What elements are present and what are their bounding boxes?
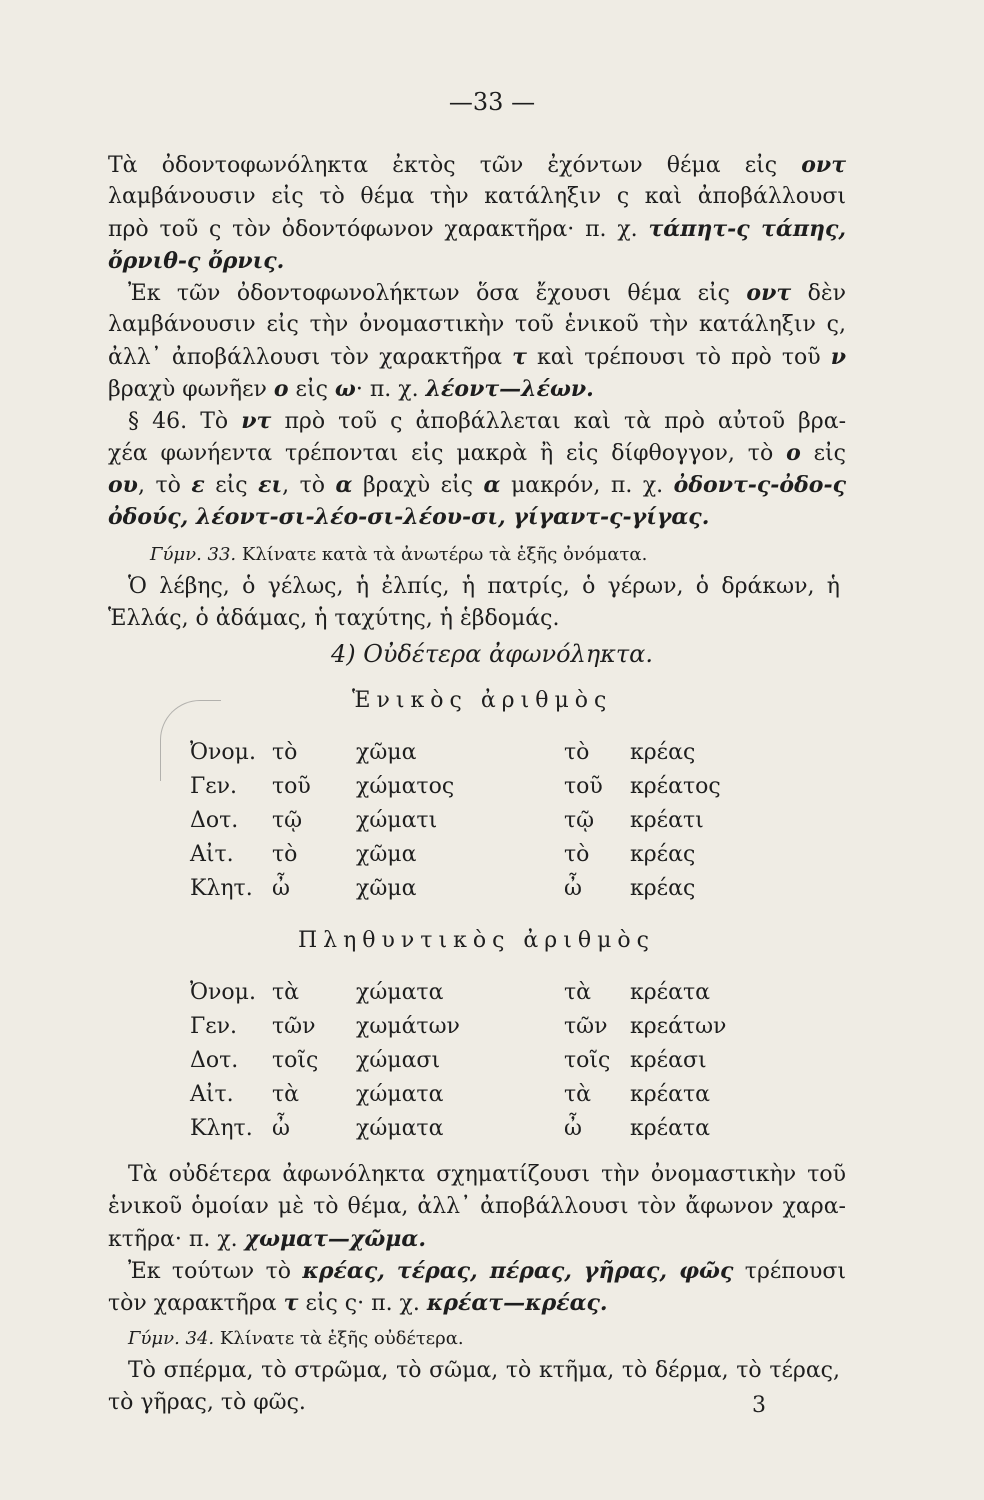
- singular-article: τὸ: [564, 740, 590, 765]
- paragraph-2-line-4: βραχὺ φωνῆεν ο εἰς ω· π. χ. λέοντ—λέων.: [108, 376, 594, 402]
- plural-case: Δοτ.: [190, 1048, 239, 1073]
- singular-noun: κρέας: [630, 876, 696, 901]
- singular-article: τὸ: [564, 842, 590, 867]
- paragraph-4-line-2: ἑνικοῦ ὁμοίαν μὲ τὸ θέμα, ἀλλ᾽ ἀποβάλλουσι τὸν ἄφωνον χαρα-: [108, 1194, 846, 1219]
- exercise-34-line-1: Τὸ σπέρμα, τὸ στρῶμα, τὸ σῶμα, τὸ κτῆμα, τὸ δέρμα, τὸ τέρας,: [128, 1358, 840, 1383]
- singular-article: τὸ: [272, 842, 298, 867]
- singular-case: Ὀνομ.: [190, 740, 256, 765]
- plural-article: τῶν: [272, 1014, 316, 1039]
- plural-noun: κρέατα: [630, 1082, 710, 1107]
- plural-article: τὰ: [564, 1082, 592, 1107]
- plural-noun: κρέατα: [630, 980, 710, 1005]
- plural-noun: χώματα: [356, 980, 444, 1005]
- plural-article: τὰ: [272, 980, 300, 1005]
- singular-heading: Ἑνικὸς ἀριθμὸς: [352, 688, 613, 713]
- section-heading: 4) Οὐδέτερα ἀφωνόληκτα.: [330, 640, 654, 668]
- exercise-33-line-2: Ἑλλάς, ὁ ἀδάμας, ἡ ταχύτης, ἡ ἑβδομάς.: [108, 606, 560, 631]
- singular-case: Αἰτ.: [190, 842, 234, 867]
- plural-noun: κρέατα: [630, 1116, 710, 1141]
- page-number: —33 —: [448, 88, 536, 116]
- plural-noun: χωμάτων: [356, 1014, 460, 1039]
- exercise-34-instruction: Γύμν. 34. Κλίνατε τὰ ἑξῆς οὐδέτερα.: [128, 1328, 464, 1349]
- plural-case: Γεν.: [190, 1014, 238, 1039]
- paragraph-1-line-1: Τὰ ὀδοντοφωνόληκτα ἐκτὸς τῶν ἐχόντων θέμα εἰς οντ: [108, 152, 846, 178]
- section-46-line-1: § 46. Τὸ ντ πρὸ τοῦ ς ἀποβάλλεται καὶ τὰ πρὸ αὐτοῦ βρα-: [128, 408, 847, 434]
- singular-article: τὸ: [272, 740, 298, 765]
- plural-article: τοῖς: [272, 1048, 319, 1073]
- paragraph-2-line-1: Ἐκ τῶν ὀδοντοφωνολήκτων ὅσα ἔχουσι θέμα εἰς οντ δὲν: [128, 280, 846, 306]
- singular-article: ὦ: [272, 876, 290, 901]
- singular-article: ὦ: [564, 876, 582, 901]
- plural-heading: Πληθυντικὸς ἀριθμὸς: [298, 928, 655, 953]
- plural-noun: κρεάτων: [630, 1014, 727, 1039]
- singular-noun: κρέατος: [630, 774, 721, 799]
- singular-case: Κλητ.: [190, 876, 253, 901]
- section-46-line-4: ὀδούς, λέοντ-σι-λέο-σι-λέου-σι, γίγαντ-ς-γίγας.: [108, 504, 710, 530]
- exercise-33-instruction: Γύμν. 33. Κλίνατε κατὰ τὰ ἀνωτέρω τὰ ἑξῆς ὀνόματα.: [150, 544, 648, 565]
- plural-noun: χώματα: [356, 1116, 444, 1141]
- singular-noun: χώματος: [356, 774, 455, 799]
- paragraph-5-line-1: Ἐκ τούτων τὸ κρέας, τέρας, πέρας, γῆρας, φῶς τρέπουσι: [128, 1258, 846, 1284]
- singular-case: Γεν.: [190, 774, 238, 799]
- singular-noun: κρέατι: [630, 808, 704, 833]
- singular-noun: χῶμα: [356, 842, 417, 867]
- plural-article: τὰ: [272, 1082, 300, 1107]
- singular-article: τῷ: [272, 808, 303, 833]
- plural-noun: χώματα: [356, 1082, 444, 1107]
- paragraph-1-line-3: πρὸ τοῦ ς τὸν ὀδοντόφωνον χαρακτῆρα· π. χ. τάπητ-ς τάπης,: [108, 216, 846, 242]
- singular-article: τῷ: [564, 808, 595, 833]
- paragraph-4-line-3: κτῆρα· π. χ. χωματ—χῶμα.: [108, 1226, 427, 1252]
- plural-case: Αἰτ.: [190, 1082, 234, 1107]
- plural-article: τοῖς: [564, 1048, 611, 1073]
- paragraph-2-line-3: ἀλλ᾽ ἀποβάλλουσι τὸν χαρακτῆρα τ καὶ τρέπουσι τὸ πρὸ τοῦ ν: [108, 344, 846, 370]
- exercise-33-line-1: Ὁ λέβης, ὁ γέλως, ἡ ἐλπίς, ἡ πατρίς, ὁ γέρων, ὁ δράκων, ἡ: [128, 574, 840, 599]
- plural-article: τῶν: [564, 1014, 608, 1039]
- plural-article: ὦ: [272, 1116, 290, 1141]
- singular-article: τοῦ: [564, 774, 603, 799]
- signature-number: 3: [752, 1393, 766, 1418]
- paragraph-2-line-2: λαμβάνουσιν εἰς τὴν ὀνομαστικὴν τοῦ ἑνικοῦ τὴν κατάληξιν ς,: [108, 312, 846, 337]
- paragraph-1-line-2: λαμβάνουσιν εἰς τὸ θέμα τὴν κατάληξιν ς καὶ ἀποβάλλουσι: [108, 184, 846, 209]
- plural-case: Κλητ.: [190, 1116, 253, 1141]
- singular-case: Δοτ.: [190, 808, 239, 833]
- section-46-line-3: ου, τὸ ε εἰς ει, τὸ α βραχὺ εἰς α μακρόν, π. χ. ὀδοντ-ς-ὀδο-ς: [108, 472, 846, 498]
- paragraph-4-line-1: Τὰ οὐδέτερα ἀφωνόληκτα σχηματίζουσι τὴν ὀνομαστικὴν τοῦ: [128, 1162, 846, 1187]
- singular-noun: χῶμα: [356, 740, 417, 765]
- singular-article: τοῦ: [272, 774, 311, 799]
- paragraph-5-line-2: τὸν χαρακτῆρα τ εἰς ς· π. χ. κρέατ—κρέας.: [108, 1290, 608, 1316]
- section-46-line-2: χέα φωνήεντα τρέπονται εἰς μακρὰ ἢ εἰς δίφθογγον, τὸ ο εἰς: [108, 440, 847, 466]
- singular-noun: κρέας: [630, 740, 696, 765]
- singular-noun: χῶμα: [356, 876, 417, 901]
- singular-noun: κρέας: [630, 842, 696, 867]
- plural-noun: κρέασι: [630, 1048, 707, 1073]
- plural-case: Ὀνομ.: [190, 980, 256, 1005]
- singular-noun: χώματι: [356, 808, 438, 833]
- plural-article: τὰ: [564, 980, 592, 1005]
- exercise-34-line-2: τὸ γῆρας, τὸ φῶς.: [108, 1390, 306, 1415]
- plural-noun: χώμασι: [356, 1048, 441, 1073]
- paragraph-1-line-4: ὄρνιθ-ς ὄρνις.: [108, 248, 285, 274]
- plural-article: ὦ: [564, 1116, 582, 1141]
